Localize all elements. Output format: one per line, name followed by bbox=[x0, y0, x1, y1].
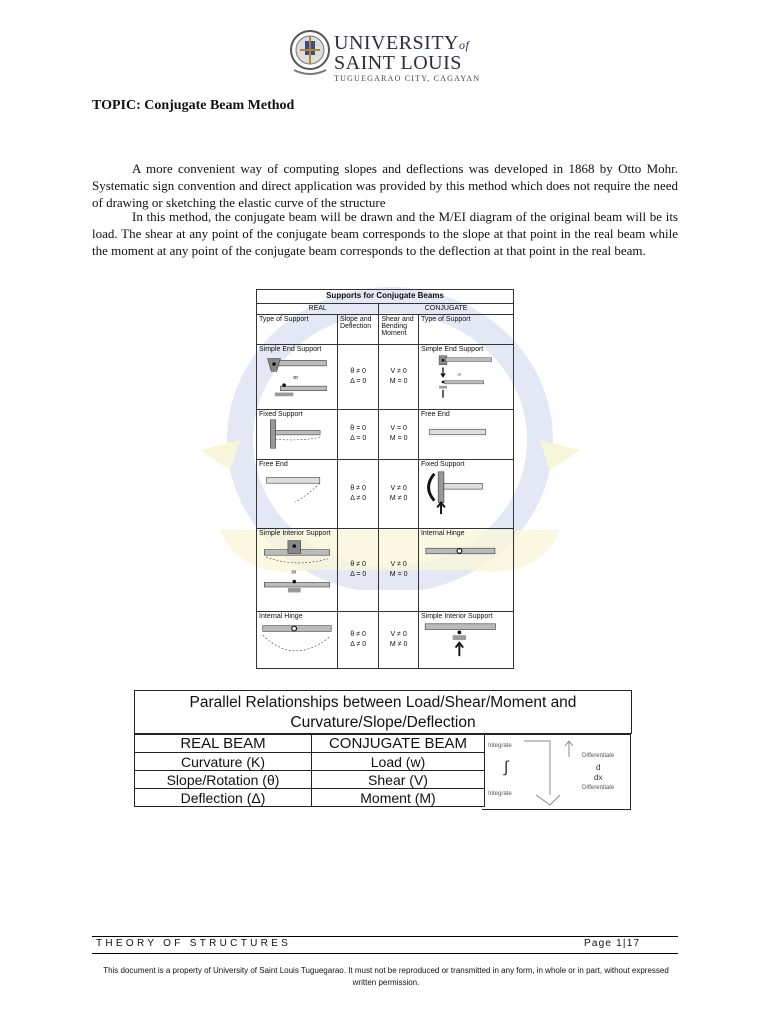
table-row bbox=[257, 528, 514, 611]
head-real-beam: REAL BEAM bbox=[135, 735, 312, 753]
differentiate-bottom-label: Differentiate bbox=[582, 785, 615, 791]
internal-hinge-icon bbox=[259, 620, 335, 658]
real-support-cell bbox=[257, 345, 338, 409]
shear-moment-cell bbox=[379, 528, 419, 611]
deflection-value: Δ = 0 bbox=[350, 570, 367, 578]
paragraph-intro: A more convenient way of computing slopes and deflections was developed in 1868 by Otto Mohr. Systematic sign convention and direct application was provided by this method which does not require the need of drawing or sketching the elastic curve of the structure bbox=[92, 161, 678, 210]
col-shear-moment: Shear and Bending Moment bbox=[379, 315, 419, 345]
conj-support-cell bbox=[418, 528, 513, 611]
group-real: REAL bbox=[257, 303, 379, 314]
supports-table bbox=[256, 289, 514, 669]
moment-value: M ≠ 0 bbox=[389, 494, 408, 502]
conj-support-label: Internal Hinge bbox=[420, 529, 465, 537]
slope-deflection-cell bbox=[338, 409, 379, 460]
university-name-line1: UNIVERSITYof bbox=[334, 32, 470, 54]
parallel-title-line2: Curvature/Slope/Deflection bbox=[290, 714, 476, 731]
conj-support-label: Simple End Support bbox=[420, 346, 484, 354]
integrate-top-label: Integrate bbox=[488, 743, 512, 749]
fixed-support-conj-icon bbox=[421, 468, 511, 516]
simple-end-support-icon bbox=[259, 353, 335, 399]
footer-rule-bottom bbox=[92, 953, 678, 954]
simple-interior-support-icon bbox=[259, 537, 335, 597]
free-end-real-icon bbox=[259, 468, 335, 506]
differentiate-top-label: Differentiate bbox=[582, 753, 615, 759]
slope-value: θ ≠ 0 bbox=[350, 484, 366, 492]
deflection-value: Δ ≠ 0 bbox=[350, 640, 367, 648]
conj-support-cell bbox=[418, 409, 513, 460]
conj-quantity: Load (w) bbox=[312, 753, 485, 771]
deflection-value: Δ = 0 bbox=[350, 435, 367, 443]
or-label: or bbox=[457, 371, 461, 377]
table-row bbox=[135, 753, 485, 771]
simple-end-support-conj-icon bbox=[421, 353, 511, 399]
real-support-label: Free End bbox=[259, 461, 288, 469]
table-row bbox=[257, 345, 514, 409]
simple-interior-support-conj-icon bbox=[421, 620, 511, 658]
real-support-cell bbox=[257, 611, 338, 668]
real-support-label: Simple End Support bbox=[259, 346, 322, 354]
real-support-label: Fixed Support bbox=[259, 410, 303, 418]
paragraph-method: In this method, the conjugate beam will be drawn and the M/EI diagram of the original beam will be its load. The shear at any point of the conjugate beam corresponds to the slope at that point in the real beam while the moment at any point of the conjugate beam corresponds to the deflection at that point in the real beam. bbox=[92, 209, 678, 258]
conj-quantity: Shear (V) bbox=[312, 771, 485, 789]
real-support-cell bbox=[257, 460, 338, 529]
conj-support-cell bbox=[418, 345, 513, 409]
conj-quantity: Moment (M) bbox=[312, 789, 485, 807]
shear-value: V ≠ 0 bbox=[390, 560, 407, 568]
university-name-line2: SAINT LOUIS bbox=[334, 52, 462, 74]
supports-table-title: Supports for Conjugate Beams bbox=[257, 290, 514, 304]
moment-value: M = 0 bbox=[389, 570, 408, 578]
down-arrow-icon bbox=[522, 739, 562, 807]
shear-value: V ≠ 0 bbox=[390, 367, 407, 375]
real-quantity: Curvature (K) bbox=[135, 753, 312, 771]
deflection-value: Δ = 0 bbox=[350, 377, 367, 385]
slope-deflection-cell bbox=[338, 528, 379, 611]
footer-rule-top bbox=[92, 936, 678, 937]
footer-page-number: Page 1|17 bbox=[584, 938, 641, 949]
shear-value: V ≠ 0 bbox=[390, 630, 407, 638]
integrate-differentiate-diagram bbox=[482, 734, 631, 810]
table-row bbox=[257, 611, 514, 668]
shear-value: V = 0 bbox=[390, 425, 407, 433]
conj-support-cell bbox=[418, 460, 513, 529]
d-symbol: d bbox=[596, 763, 601, 772]
conj-support-label: Simple Interior Support bbox=[420, 612, 493, 620]
group-conjugate: CONJUGATE bbox=[379, 303, 514, 314]
topic-heading: TOPIC: Conjugate Beam Method bbox=[92, 98, 295, 113]
slope-deflection-cell bbox=[338, 611, 379, 668]
head-conjugate-beam: CONJUGATE BEAM bbox=[312, 735, 485, 753]
table-row bbox=[135, 771, 485, 789]
dx-symbol: dx bbox=[594, 773, 603, 782]
footer-course-title: THEORY OF STRUCTURES bbox=[96, 938, 292, 949]
shear-moment-cell bbox=[379, 460, 419, 529]
parallel-relationships-table bbox=[134, 690, 632, 810]
shear-value: V ≠ 0 bbox=[390, 484, 407, 492]
shear-moment-cell bbox=[379, 345, 419, 409]
conj-support-label: Fixed Support bbox=[420, 461, 465, 469]
shear-moment-cell bbox=[379, 611, 419, 668]
copyright-notice: This document is a property of University of Saint Louis Tuguegarao. It must not be reproduced or transmitted in any form, in whole or in part, without expressed written permission. bbox=[103, 966, 669, 987]
slope-deflection-cell bbox=[338, 345, 379, 409]
slope-value: θ ≠ 0 bbox=[350, 560, 366, 568]
fixed-support-icon bbox=[259, 418, 335, 450]
parallel-table-title bbox=[134, 690, 632, 734]
moment-value: M ≠ 0 bbox=[389, 640, 408, 648]
parallel-title-line1: Parallel Relationships between Load/Shear/Moment and bbox=[189, 694, 577, 711]
slope-deflection-cell bbox=[338, 460, 379, 529]
table-row bbox=[135, 789, 485, 807]
col-type-of-support-conj: Type of Support bbox=[418, 315, 513, 345]
integral-symbol: ∫ bbox=[504, 759, 509, 776]
real-support-cell bbox=[257, 409, 338, 460]
real-support-label: Simple Interior Support bbox=[259, 529, 331, 537]
slope-value: θ ≠ 0 bbox=[350, 367, 366, 375]
conj-support-label: Free End bbox=[420, 410, 450, 418]
shear-moment-cell bbox=[379, 409, 419, 460]
up-arrow-icon bbox=[562, 739, 576, 759]
real-quantity: Slope/Rotation (θ) bbox=[135, 771, 312, 789]
integrate-bottom-label: Integrate bbox=[488, 791, 512, 797]
conj-support-cell bbox=[418, 611, 513, 668]
free-end-icon bbox=[421, 418, 511, 446]
or-label: or bbox=[293, 374, 299, 381]
table-row bbox=[257, 409, 514, 460]
moment-value: M = 0 bbox=[389, 377, 408, 385]
real-support-label: Internal Hinge bbox=[259, 612, 303, 620]
moment-value: M = 0 bbox=[389, 435, 408, 443]
slope-value: θ = 0 bbox=[350, 425, 367, 433]
col-type-of-support: Type of Support bbox=[257, 315, 338, 345]
slope-value: θ ≠ 0 bbox=[350, 630, 366, 638]
university-location: TUGUEGARAO CITY, CAGAYAN bbox=[334, 74, 481, 83]
or-label: or bbox=[291, 569, 297, 576]
real-quantity: Deflection (Δ) bbox=[135, 789, 312, 807]
university-header bbox=[288, 24, 488, 84]
deflection-value: Δ ≠ 0 bbox=[350, 494, 367, 502]
table-row bbox=[257, 460, 514, 529]
real-support-cell bbox=[257, 528, 338, 611]
internal-hinge-conj-icon bbox=[421, 537, 511, 565]
col-slope-deflection: Slope and Deflection bbox=[338, 315, 379, 345]
university-seal-icon bbox=[288, 26, 332, 78]
